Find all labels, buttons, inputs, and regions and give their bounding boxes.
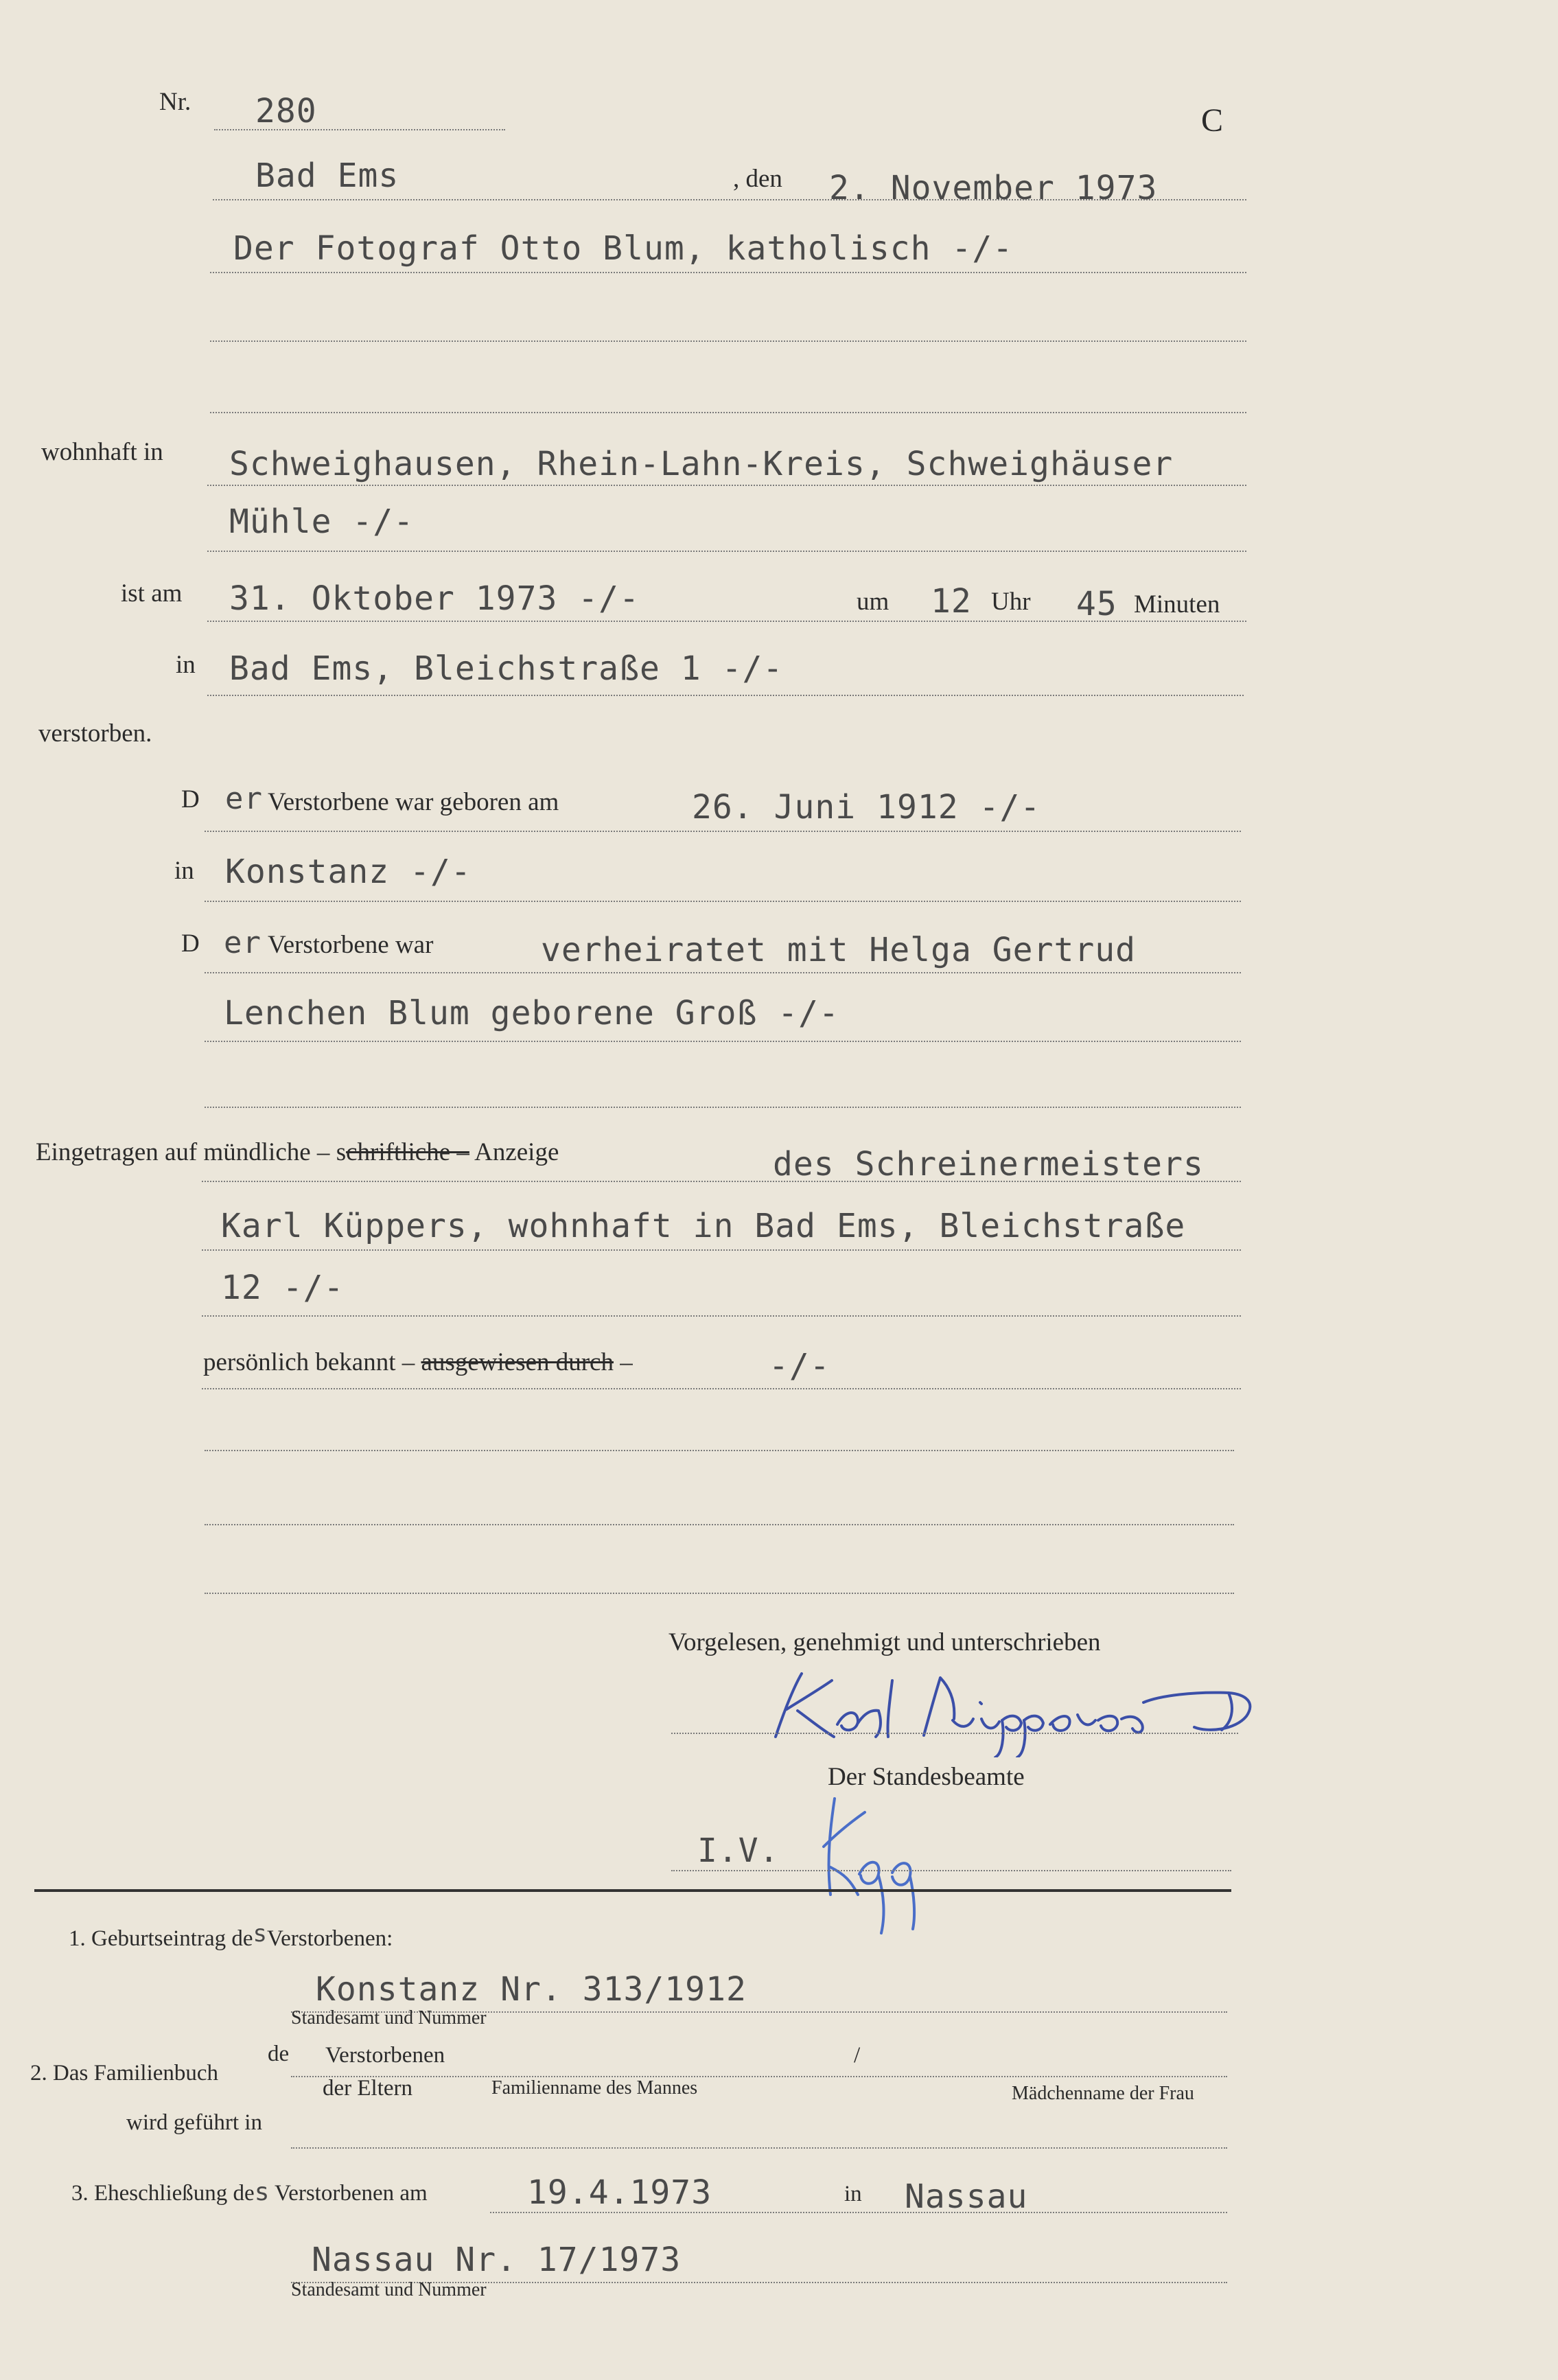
item3-label <box>71 2180 428 2205</box>
registration-label-s: s <box>336 1138 347 1166</box>
bekannt-rule <box>202 1388 1241 1389</box>
registration-label-a: Eingetragen auf mündliche – <box>36 1138 330 1166</box>
bekannt-label <box>203 1350 633 1375</box>
item3-rule <box>490 2212 1227 2213</box>
ist-am-label: ist am <box>121 579 183 608</box>
blank-line-6 <box>205 1593 1234 1594</box>
marital-line-1-rule <box>205 972 1241 973</box>
standesamt-label-1: Standesamt und Nummer <box>291 2007 487 2029</box>
item2-frau: Mädchenname der Frau <box>1012 2083 1194 2104</box>
date-value: 2. November 1973 <box>829 169 1158 207</box>
marital-label: Verstorbene war <box>268 931 434 959</box>
item3-s: s <box>254 2178 270 2206</box>
verstorben-label: verstorben. <box>38 719 152 748</box>
uhr-label: Uhr <box>991 588 1031 616</box>
section-divider <box>34 1889 1231 1892</box>
birth-label: Verstorbene war geboren am <box>268 788 559 816</box>
item3-place: Nassau <box>905 2177 1028 2216</box>
iv-label: I.V. <box>697 1832 780 1870</box>
item2-label: 2. Das Familienbuch <box>30 2061 219 2086</box>
item2-gefuehrt-rule <box>291 2147 1227 2149</box>
birth-place-rule <box>205 901 1241 902</box>
bekannt-dash: – <box>613 1348 633 1376</box>
blank-line-2 <box>210 412 1246 413</box>
registration-line-2: Karl Küppers, wohnhaft in Bad Ems, Bleichstraße <box>221 1207 1186 1245</box>
birth-place: Konstanz -/- <box>225 853 472 891</box>
address-line-2: Mühle -/- <box>229 502 415 541</box>
bekannt-strike: ausgewiesen durch <box>421 1348 614 1376</box>
registration-line-2-rule <box>202 1249 1241 1251</box>
registration-line-3-rule <box>202 1315 1241 1317</box>
nr-line <box>214 129 505 130</box>
address-line-2-rule <box>207 551 1246 552</box>
item1-label <box>69 1922 393 1950</box>
registration-label <box>36 1140 559 1165</box>
nr-value: 280 <box>255 92 317 130</box>
official-signature <box>810 1792 933 1943</box>
address-line-1: Schweighausen, Rhein-Lahn-Kreis, Schweighäuser <box>229 445 1174 483</box>
place-date-line <box>213 199 1246 200</box>
wohnhaft-label: wohnhaft in <box>41 438 163 466</box>
death-place-rule <box>207 695 1244 696</box>
minuten-label: Minuten <box>1134 590 1220 619</box>
birth-d-label: D <box>181 785 200 813</box>
vorgelesen-text: Vorgelesen, genehmigt und unterschrieben <box>668 1628 1101 1656</box>
informant-signature <box>755 1661 1263 1757</box>
birth-date-rule <box>205 831 1241 832</box>
registration-line-3: 12 -/- <box>221 1269 345 1307</box>
item3-in: in <box>844 2182 862 2206</box>
in-label: in <box>176 651 196 679</box>
blank-line-1 <box>210 340 1246 342</box>
item3-label-b: Verstorbenen am <box>275 2181 428 2206</box>
item2-mann: Familienname des Mannes <box>491 2077 698 2099</box>
birth-date: 26. Juni 1912 -/- <box>692 788 1041 827</box>
standesamt-label-2: Standesamt und Nummer <box>291 2279 487 2300</box>
blank-line-4 <box>205 1450 1234 1451</box>
standesbeamte-label: Der Standesbeamte <box>828 1763 1025 1791</box>
item3-value: Nassau Nr. 17/1973 <box>312 2241 682 2279</box>
blank-line-5 <box>205 1524 1234 1525</box>
corner-letter: C <box>1201 102 1224 139</box>
item1-value: Konstanz Nr. 313/1912 <box>316 1970 747 2009</box>
registration-line-1-rule <box>202 1181 1241 1182</box>
hour-value: 12 <box>931 582 972 621</box>
minutes-value: 45 <box>1076 585 1117 623</box>
place-value: Bad Ems <box>255 157 399 195</box>
signature-rule <box>671 1733 1238 1734</box>
blank-line-3 <box>205 1107 1241 1108</box>
birth-er-typed: er <box>225 781 263 816</box>
bekannt-label-a: persönlich bekannt – <box>203 1348 415 1376</box>
registration-label-b: Anzeige <box>474 1138 559 1166</box>
marital-er-typed: er <box>224 925 261 960</box>
item2-rule <box>291 2076 1227 2077</box>
person-line: Der Fotograf Otto Blum, katholisch -/- <box>233 229 1014 268</box>
address-line-1-rule <box>207 485 1246 486</box>
marital-line-1: verheiratet mit Helga Gertrud <box>541 931 1137 969</box>
person-line-rule <box>210 272 1246 273</box>
death-date-rule <box>207 621 1246 622</box>
registration-label-strike: chriftliche – <box>346 1138 469 1166</box>
item1-label-b: Verstorbenen: <box>266 1926 393 1951</box>
nr-label: Nr. <box>159 88 191 116</box>
item2-verstorbenen: Verstorbenen <box>325 2043 445 2068</box>
den-label: , den <box>733 165 782 193</box>
iv-rule <box>671 1870 1231 1871</box>
item2-slash: / <box>854 2043 861 2068</box>
bekannt-value: -/- <box>769 1347 830 1385</box>
marital-line-2-rule <box>205 1041 1241 1042</box>
item2-de: de <box>268 2042 290 2066</box>
marital-line-2: Lenchen Blum geborene Groß -/- <box>224 994 839 1032</box>
item2-eltern: der Eltern <box>323 2076 413 2101</box>
marital-d-label: D <box>181 929 200 958</box>
item2-gefuehrt: wird geführt in <box>126 2110 262 2135</box>
death-place: Bad Ems, Bleichstraße 1 -/- <box>229 649 784 688</box>
death-date: 31. Oktober 1973 -/- <box>229 579 640 618</box>
item3-date: 19.4.1973 <box>527 2173 712 2212</box>
item3-label-a: 3. Eheschließung de <box>71 2181 255 2206</box>
um-label: um <box>857 588 890 616</box>
birth-in-label: in <box>174 857 194 885</box>
item1-label-a: 1. Geburtseintrag de <box>69 1926 253 1951</box>
item1-s: s <box>253 1920 267 1948</box>
registration-line-1: des Schreinermeisters <box>773 1145 1204 1183</box>
